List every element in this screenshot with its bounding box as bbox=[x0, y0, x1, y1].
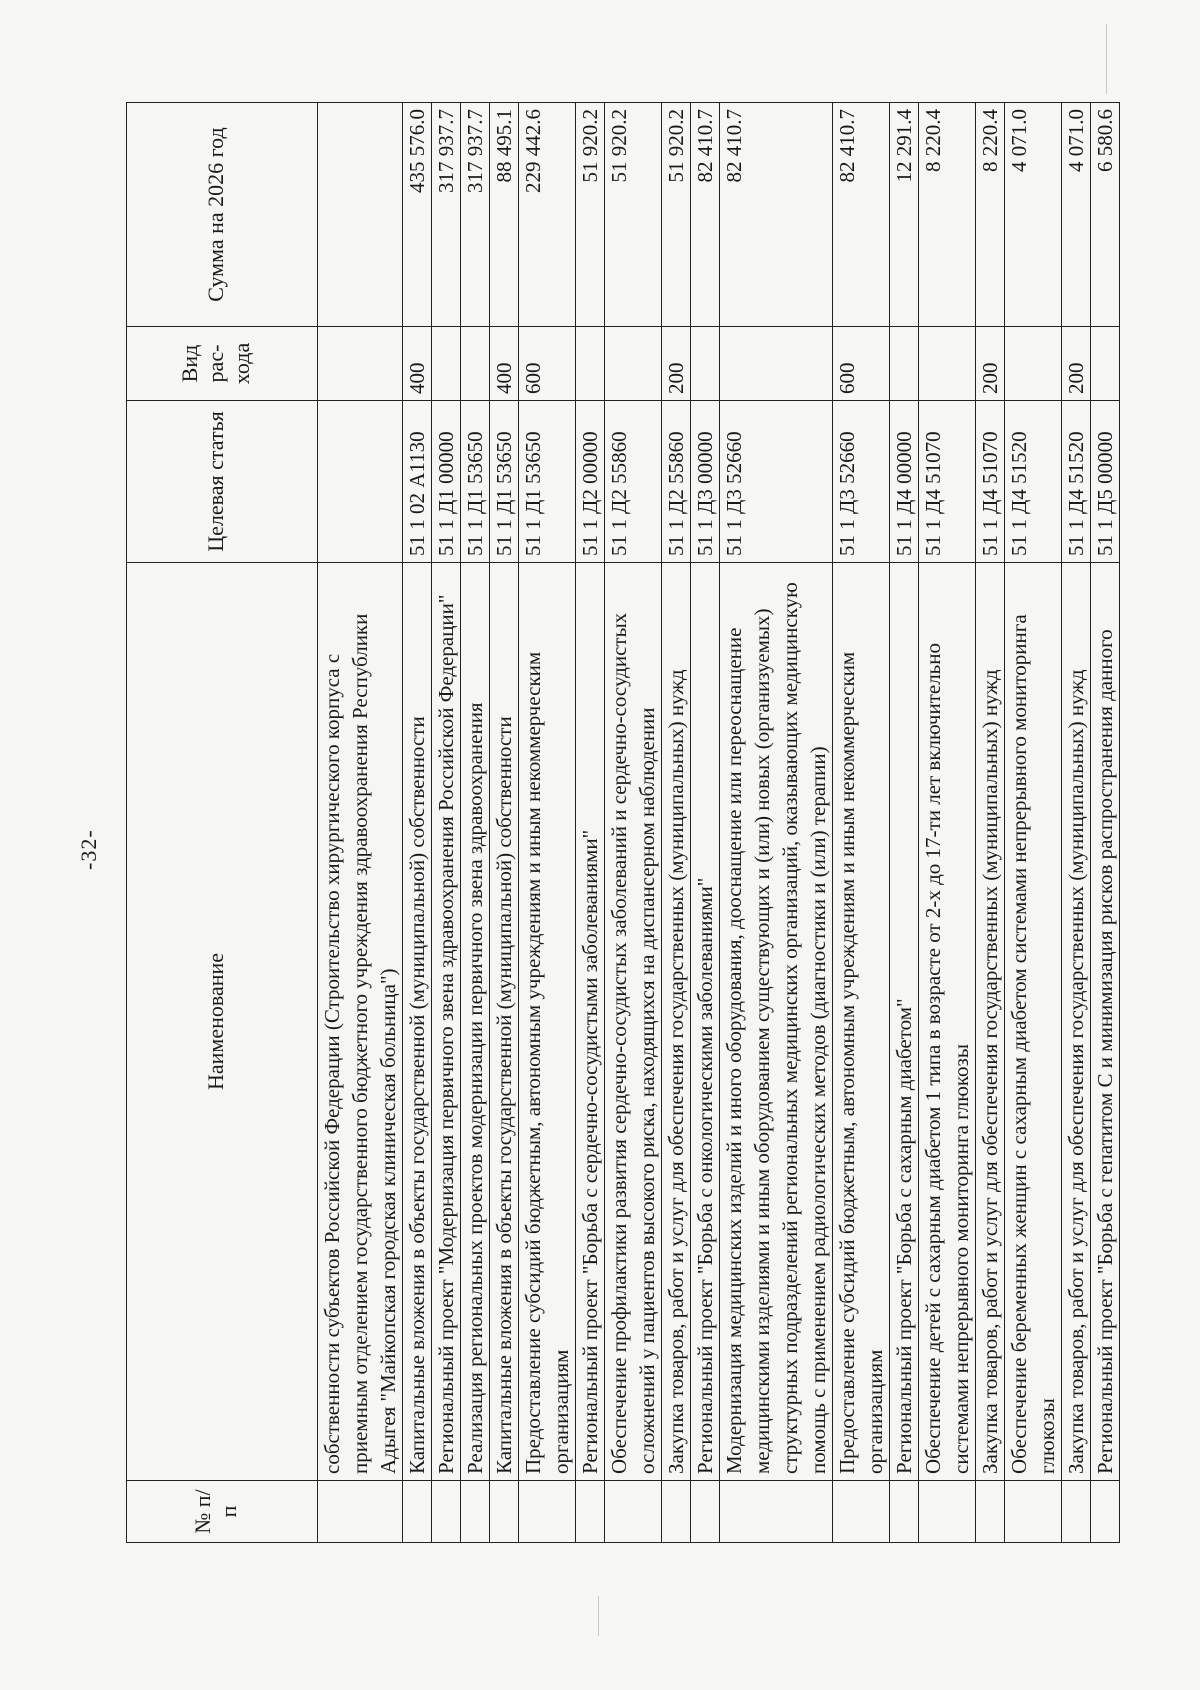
cell-type: 400 bbox=[490, 327, 519, 401]
cell-sum: 82 410.7 bbox=[691, 103, 720, 327]
cell-code: 51 1 Д3 52660 bbox=[720, 401, 833, 563]
cell-num bbox=[691, 1481, 720, 1543]
cell-sum: 4 071.0 bbox=[1062, 103, 1091, 327]
cell-num bbox=[403, 1481, 432, 1543]
cell-name: Региональный проект "Борьба с сердечно-сосудистыми заболеваниями" bbox=[576, 563, 605, 1481]
table-row bbox=[720, 103, 833, 1543]
cell-sum: 8 220.4 bbox=[976, 103, 1005, 327]
cell-code: 51 1 Д4 51520 bbox=[1005, 401, 1062, 563]
cell-code: 51 1 Д2 55860 bbox=[662, 401, 691, 563]
cell-num bbox=[720, 1481, 833, 1543]
table-row bbox=[461, 103, 490, 1543]
cell-name: Предоставление субсидий бюджетным, автономным учреждениям и иным некоммерческим организациям bbox=[833, 563, 890, 1481]
cell-num bbox=[890, 1481, 919, 1543]
cell-num bbox=[432, 1481, 461, 1543]
header-type: Вид рас- хода bbox=[127, 327, 318, 401]
cell-sum: 317 937.7 bbox=[432, 103, 461, 327]
table-row bbox=[490, 103, 519, 1543]
table-header-row bbox=[127, 103, 318, 1543]
cell-sum: 51 920.2 bbox=[605, 103, 662, 327]
table-row bbox=[890, 103, 919, 1543]
cell-type bbox=[432, 327, 461, 401]
table-row bbox=[1005, 103, 1062, 1543]
cell-sum: 4 071.0 bbox=[1005, 103, 1062, 327]
table-row bbox=[691, 103, 720, 1543]
cell-name: Закупка товаров, работ и услуг для обеспечения государственных (муниципальных) нужд bbox=[1062, 563, 1091, 1481]
cell-code: 51 1 Д4 51520 bbox=[1062, 401, 1091, 563]
cell-name: Капитальные вложения в объекты государственной (муниципальной) собственности bbox=[403, 563, 432, 1481]
table-row bbox=[605, 103, 662, 1543]
cell-type: 400 bbox=[403, 327, 432, 401]
table-row bbox=[576, 103, 605, 1543]
cell-num bbox=[461, 1481, 490, 1543]
cell-sum: 229 442.6 bbox=[519, 103, 576, 327]
table-row bbox=[1062, 103, 1091, 1543]
cell-name: Реализация региональных проектов модернизации первичного звена здравоохранения bbox=[461, 563, 490, 1481]
table-row bbox=[976, 103, 1005, 1543]
cell-num bbox=[519, 1481, 576, 1543]
cell-sum: 51 920.2 bbox=[576, 103, 605, 327]
cell-code: 51 1 Д1 53650 bbox=[461, 401, 490, 563]
cell-num bbox=[662, 1481, 691, 1543]
cell-type: 200 bbox=[1062, 327, 1091, 401]
cell-type: 200 bbox=[976, 327, 1005, 401]
cell-type bbox=[691, 327, 720, 401]
cell-type bbox=[919, 327, 976, 401]
page-number: -32- bbox=[76, 829, 101, 870]
cell-name: Обеспечение профилактики развития сердечно-сосудистых заболеваний и сердечно-сосудистых осложнений у пациентов высокого риска, находящихся на диспансерном наблюдении bbox=[605, 563, 662, 1481]
cell-type bbox=[318, 327, 403, 401]
cell-sum: 8 220.4 bbox=[919, 103, 976, 327]
cell-code: 51 1 Д4 51070 bbox=[976, 401, 1005, 563]
cell-code bbox=[318, 401, 403, 563]
cell-type bbox=[461, 327, 490, 401]
cell-sum: 82 410.7 bbox=[720, 103, 833, 327]
cell-sum: 435 576.0 bbox=[403, 103, 432, 327]
cell-code: 51 1 Д2 00000 bbox=[576, 401, 605, 563]
cell-name: Закупка товаров, работ и услуг для обеспечения государственных (муниципальных) нужд bbox=[662, 563, 691, 1481]
cell-name: Предоставление субсидий бюджетным, автономным учреждениям и иным некоммерческим организациям bbox=[519, 563, 576, 1481]
cell-num bbox=[576, 1481, 605, 1543]
table-row bbox=[1091, 103, 1120, 1543]
table-row bbox=[318, 103, 403, 1543]
cell-num bbox=[976, 1481, 1005, 1543]
header-num: № п/п bbox=[127, 1481, 318, 1543]
cell-code: 51 1 Д1 00000 bbox=[432, 401, 461, 563]
table-row bbox=[919, 103, 976, 1543]
cell-num bbox=[1062, 1481, 1091, 1543]
cell-type bbox=[1005, 327, 1062, 401]
table-row bbox=[662, 103, 691, 1543]
cell-name: Обеспечение детей с сахарным диабетом 1 типа в возрасте от 2-х до 17-ти лет включительно системами непрерывного мониторинга глюкозы bbox=[919, 563, 976, 1481]
table-body bbox=[318, 103, 1120, 1543]
table-row bbox=[519, 103, 576, 1543]
cell-code: 51 1 Д1 53650 bbox=[519, 401, 576, 563]
cell-type bbox=[890, 327, 919, 401]
cell-sum: 51 920.2 bbox=[662, 103, 691, 327]
cell-name: Региональный проект "Борьба с гепатитом С и минимизация рисков распространения данного bbox=[1091, 563, 1120, 1481]
header-name: Наименование bbox=[127, 563, 318, 1481]
cell-num bbox=[1091, 1481, 1120, 1543]
cell-type: 600 bbox=[833, 327, 890, 401]
cell-sum: 317 937.7 bbox=[461, 103, 490, 327]
cell-type bbox=[720, 327, 833, 401]
cell-name: Региональный проект "Борьба с онкологическими заболеваниями" bbox=[691, 563, 720, 1481]
table-row bbox=[432, 103, 461, 1543]
cell-type: 200 bbox=[662, 327, 691, 401]
header-sum: Сумма на 2026 год bbox=[127, 103, 318, 327]
cell-code: 51 1 Д2 55860 bbox=[605, 401, 662, 563]
cell-type bbox=[605, 327, 662, 401]
cell-sum: 12 291.4 bbox=[890, 103, 919, 327]
cell-code: 51 1 02 А1130 bbox=[403, 401, 432, 563]
cell-num bbox=[490, 1481, 519, 1543]
cell-type bbox=[1091, 327, 1120, 401]
cell-name: Региональный проект "Борьба с сахарным диабетом" bbox=[890, 563, 919, 1481]
cell-sum: 6 580.6 bbox=[1091, 103, 1120, 327]
cell-code: 51 1 Д4 00000 bbox=[890, 401, 919, 563]
cell-name: собственности субъектов Российской Федерации (Строительство хирургического корпуса с приемным отделением государственного бюджетного учреждения здравоохранения Республики Адыгея "Майкопская городская клиническая больница") bbox=[318, 563, 403, 1481]
table-row bbox=[833, 103, 890, 1543]
cell-name: Региональный проект "Модернизация первичного звена здравоохранения Российской Федерации" bbox=[432, 563, 461, 1481]
cell-num bbox=[318, 1481, 403, 1543]
header-code: Целевая статья bbox=[127, 401, 318, 563]
cell-sum bbox=[318, 103, 403, 327]
cell-sum: 88 495.1 bbox=[490, 103, 519, 327]
cell-sum: 82 410.7 bbox=[833, 103, 890, 327]
cell-num bbox=[605, 1481, 662, 1543]
cell-code: 51 1 Д4 51070 bbox=[919, 401, 976, 563]
cell-num bbox=[833, 1481, 890, 1543]
cell-name: Модернизация медицинских изделий и иного оборудования, дооснащение или переоснащение медицинскими изделиями и иным оборудованием существующих и (или) новых (организуемых) структурных подразделений региональных медицинских организаций, оказывающих медицинскую помощь с применением радиологических методов (диагностики и (или) терапии) bbox=[720, 563, 833, 1481]
table-row bbox=[403, 103, 432, 1543]
cell-code: 51 1 Д3 00000 bbox=[691, 401, 720, 563]
budget-table bbox=[126, 102, 1120, 1543]
cell-type bbox=[576, 327, 605, 401]
cell-code: 51 1 Д5 00000 bbox=[1091, 401, 1120, 563]
cell-code: 51 1 Д1 53650 bbox=[490, 401, 519, 563]
cell-name: Капитальные вложения в объекты государственной (муниципальной) собственности bbox=[490, 563, 519, 1481]
cell-type: 600 bbox=[519, 327, 576, 401]
cell-num bbox=[1005, 1481, 1062, 1543]
cell-name: Закупка товаров, работ и услуг для обеспечения государственных (муниципальных) нужд bbox=[976, 563, 1005, 1481]
cell-code: 51 1 Д3 52660 bbox=[833, 401, 890, 563]
cell-num bbox=[919, 1481, 976, 1543]
cell-name: Обеспечение беременных женщин с сахарным диабетом системами непрерывного мониторинга глюкозы bbox=[1005, 563, 1062, 1481]
